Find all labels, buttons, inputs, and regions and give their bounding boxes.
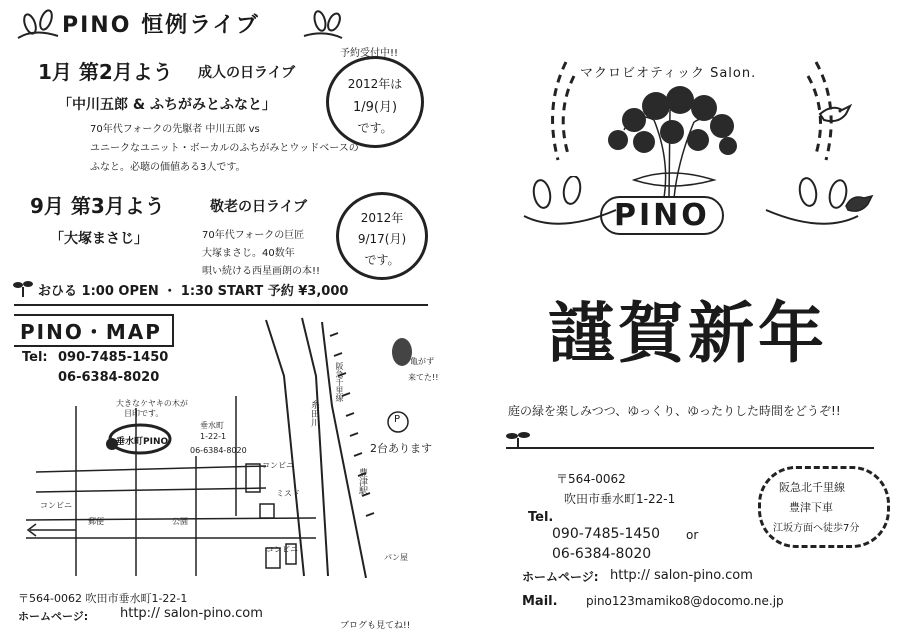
event1-desc1: 70年代フォークの先駆者 中川五郎 vs <box>90 124 260 135</box>
map-poi-6: コンビニ <box>266 545 298 554</box>
bubble1-line2: 1/9(月) <box>352 100 398 115</box>
map-poi-3: 公園 <box>172 517 188 526</box>
access-line-2: 豊津下車 <box>789 501 833 514</box>
tel-label: Tel: <box>22 350 48 365</box>
event1-desc3: ふなと。必聴の価値ある3人です。 <box>90 162 246 173</box>
map-poi-2: 郵便 <box>88 517 104 526</box>
turtle-note-1: 亀がず <box>410 357 434 366</box>
tel-2: 06-6384-8020 <box>58 370 160 385</box>
event1-name: 成人の日ライブ <box>198 65 296 81</box>
page-title: PINO 恒例ライブ <box>62 13 260 38</box>
bubble2-line3: です。 <box>364 253 400 267</box>
access-line-3: 江坂方面へ徒歩7分 <box>773 523 860 534</box>
mail-address[interactable]: pino123mamiko8@docomo.ne.jp <box>586 594 784 608</box>
schedule-line: おひる 1:00 OPEN ・ 1:30 START 予約 ¥3,000 <box>38 284 349 299</box>
tagline: マクロビオティック Salon. <box>580 66 757 81</box>
event2-desc3: 唄い続ける西星画朗の本!! <box>202 266 321 277</box>
river-label: 糸田川 <box>309 400 319 427</box>
bubble1-line1: 2012年は <box>347 77 403 91</box>
right-page <box>450 0 900 642</box>
tel-1: 090-7485-1450 <box>58 350 169 365</box>
right-address: 吹田市垂水町1-22-1 <box>564 492 676 506</box>
turtle-note-2: 来てた!! <box>408 373 439 382</box>
mail-label: Mail. <box>522 594 558 609</box>
landmark-note-1: 大きなケヤキの木が <box>116 399 188 408</box>
event1-date: 1月 第2月よう <box>38 60 173 84</box>
map-poi-7: パン屋 <box>384 553 408 562</box>
event1-performers: 「中川五郎 & ふちがみとふなと」 <box>58 97 276 113</box>
leaf-sprig-icon <box>14 8 64 44</box>
parking-note: 2台あります <box>370 442 432 455</box>
right-hp-url[interactable]: http:// salon-pino.com <box>610 568 753 583</box>
map-phone: 06-6384-8020 <box>190 446 247 455</box>
event2-name: 敬老の日ライブ <box>210 199 308 215</box>
map-addr-2: 1-22-1 <box>200 432 227 441</box>
access-box <box>758 466 890 548</box>
greeting: 謹賀新年 <box>548 294 828 372</box>
left-postal: 〒564-0062 吹田市垂水町1-22-1 <box>18 592 188 605</box>
left-hp-url[interactable]: http:// salon-pino.com <box>120 606 263 621</box>
left-hp-label: ホームページ: <box>18 610 89 623</box>
blog-note: ブログも見てね!! <box>340 621 411 631</box>
sprout-icon <box>12 278 34 298</box>
date-bubble-2 <box>336 192 428 280</box>
right-tel-label: Tel. <box>528 510 554 525</box>
vine-divider <box>500 428 880 452</box>
leaf-vine-right <box>762 176 862 236</box>
section-divider <box>14 304 428 306</box>
parking-symbol: P <box>394 414 401 425</box>
event2-desc1: 70年代フォークの巨匠 <box>202 230 305 241</box>
bird-icon <box>818 100 852 128</box>
date-bubble-1 <box>326 56 424 148</box>
access-line-1: 阪急北千里線 <box>779 481 845 494</box>
right-postal: 〒564-0062 <box>556 472 626 486</box>
station-label: 豊津駅 <box>357 468 367 495</box>
right-tel-1: 090-7485-1450 <box>552 526 661 542</box>
map-title: PINO・MAP <box>14 314 174 347</box>
map-poi-5: ミスド <box>276 489 300 498</box>
event2-date: 9月 第3月よう <box>30 194 165 218</box>
rail-line-label: 阪急千里線 <box>335 362 344 402</box>
map-poi-4: コンビニ <box>262 461 294 470</box>
event2-performer: 「大塚まさじ」 <box>50 231 148 247</box>
event1-desc2: ユニークなユニット・ボーカルのふちがみとウッドベースの <box>90 143 359 154</box>
right-tel-or: or <box>686 528 699 542</box>
brand-logo: PINO <box>600 196 724 235</box>
bubble2-line1: 2012年 <box>360 211 404 225</box>
right-hp-label: ホームページ: <box>522 570 599 584</box>
right-tel-2: 06-6384-8020 <box>552 546 652 562</box>
event2-desc2: 大塚まさじ。40数年 <box>202 248 295 259</box>
map-poi-1: コンビニ <box>40 501 72 510</box>
landmark-note-2: 目印です。 <box>124 409 164 418</box>
bubble2-line2: 9/17(月) <box>357 232 407 246</box>
dash-arc-left <box>536 56 576 166</box>
pino-map-label: 垂水町PINO <box>116 437 169 447</box>
reservation-note: 予約受付中!! <box>340 48 399 59</box>
leaf-sprig-icon <box>300 8 346 42</box>
map-addr-1: 垂水町 <box>200 421 224 430</box>
greeting-message: 庭の緑を楽しみつつ、ゆっくり、ゆったりした時間をどうぞ!! <box>508 404 841 418</box>
bubble1-line3: です。 <box>357 121 393 135</box>
